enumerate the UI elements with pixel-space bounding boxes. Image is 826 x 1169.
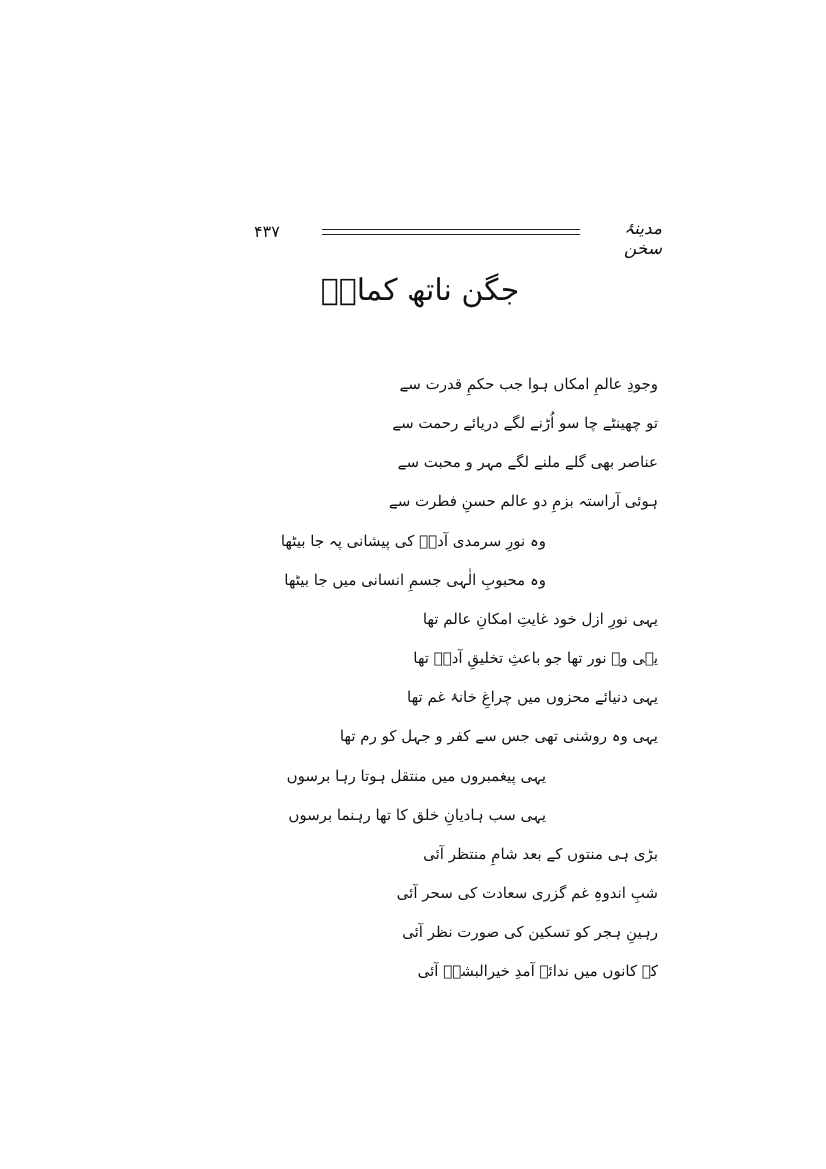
verse-line: تو چھینٹے چا سو اُڑنے لگے دریائے رحمت سے [392, 414, 658, 432]
header-rule-top [322, 229, 580, 230]
couplet-line: یہی سب ہادیانِ خلق کا تھا رہنما برسوں [288, 806, 546, 824]
verse-line: ہوئی آراستہ بزمِ دو عالم حسنِ فطرت سے [388, 492, 658, 510]
verse-line: شبِ اندوہِ غم گزری سعادت کی سحر آئی [396, 884, 658, 902]
verse-line: رہینِ ہجر کو تسکین کی صورت نظر آئی [402, 923, 658, 941]
verse-line: یہی دنیائے محزوں میں چراغِ خانۂ غم تھا [407, 688, 658, 706]
poet-title: جگن ناتھ کمالؔ [320, 273, 520, 308]
verse-line: یہی وہ روشنی تھی جس سے کفر و جہل کو رم تھا [339, 727, 658, 745]
couplet-line: وہ محبوبِ الٰہی جسمِ انسانی میں جا بیٹھا [284, 571, 546, 589]
header-rule-bottom [322, 234, 580, 235]
page-number: ۴۳۷ [254, 222, 280, 241]
couplet-line: وہ نورِ سرمدی آدمؑ کی پیشانی پہ جا بیٹھا [280, 532, 546, 550]
verse-line: وجودِ عالمِ امکاں ہوا جب حکمِ قدرت سے [399, 375, 658, 393]
verse-line: عناصر بھی گلے ملنے لگے مہر و محبت سے [397, 453, 658, 471]
verse-line: بڑی ہی منتوں کے بعد شامِ منتظر آئی [423, 845, 658, 863]
book-title: مدینۂ سخن [623, 219, 662, 259]
couplet-line: یہی پیغمبروں میں منتقل ہوتا رہا برسوں [286, 767, 546, 785]
verse-line: یہی نورِ ازل خود غایتِ امکانِ عالم تھا [422, 610, 658, 628]
verse-line: یہی وہ نور تھا جو باعثِ تخلیقِ آدمؑ تھا [413, 649, 658, 667]
verse-line: کہ کانوں میں ندائے آمدِ خیرالبشرؐ آئی [417, 962, 658, 980]
